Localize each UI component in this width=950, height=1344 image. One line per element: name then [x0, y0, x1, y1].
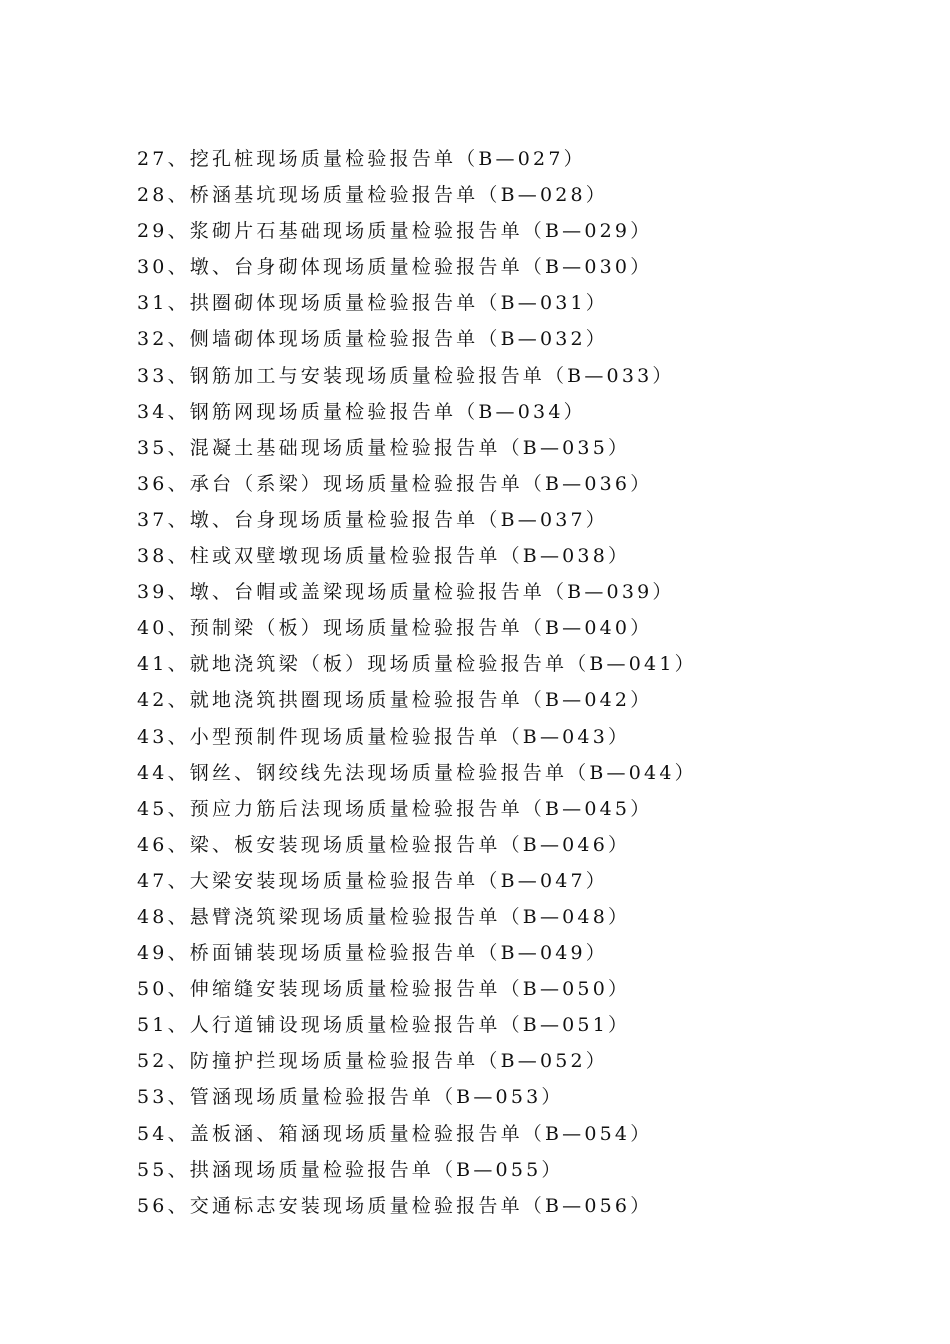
list-item: 49、桥面铺装现场质量检验报告单（B—049）: [137, 942, 609, 965]
list-item: 53、管涵现场质量检验报告单（B—053）: [137, 1086, 564, 1109]
list-item: 35、混凝土基础现场质量检验报告单（B—035）: [137, 436, 631, 459]
list-item: 55、拱涵现场质量检验报告单（B—055）: [137, 1158, 564, 1181]
list-item: 43、小型预制件现场质量检验报告单（B—043）: [137, 725, 631, 748]
list-item: 39、墩、台帽或盖梁现场质量检验报告单（B—039）: [137, 581, 675, 604]
list-item: 45、预应力筋后法现场质量检验报告单（B—045）: [137, 797, 653, 820]
list-item: 42、就地浇筑拱圈现场质量检验报告单（B—042）: [137, 689, 653, 712]
list-item: 32、侧墙砌体现场质量检验报告单（B—032）: [137, 328, 609, 351]
list-item: 31、拱圈砌体现场质量检验报告单（B—031）: [137, 292, 609, 315]
list-item: 41、就地浇筑梁（板）现场质量检验报告单（B—041）: [137, 653, 697, 676]
list-item: 50、伸缩缝安装现场质量检验报告单（B—050）: [137, 978, 631, 1001]
list-item: 40、预制梁（板）现场质量检验报告单（B—040）: [137, 617, 653, 640]
list-item: 47、大梁安装现场质量检验报告单（B—047）: [137, 869, 609, 892]
list-item: 54、盖板涵、箱涵现场质量检验报告单（B—054）: [137, 1122, 653, 1145]
list-item: 37、墩、台身现场质量检验报告单（B—037）: [137, 508, 609, 531]
list-item: 36、承台（系梁）现场质量检验报告单（B—036）: [137, 472, 653, 495]
list-item: 56、交通标志安装现场质量检验报告单（B—056）: [137, 1194, 653, 1217]
list-item: 30、墩、台身砌体现场质量检验报告单（B—030）: [137, 256, 653, 279]
list-item: 48、悬臂浇筑梁现场质量检验报告单（B—048）: [137, 905, 631, 928]
list-item: 27、挖孔桩现场质量检验报告单（B—027）: [137, 148, 586, 170]
list-item: 44、钢丝、钢绞线先法现场质量检验报告单（B—044）: [137, 761, 697, 784]
list-item: 33、钢筋加工与安装现场质量检验报告单（B—033）: [137, 364, 675, 387]
list-item: 51、人行道铺设现场质量检验报告单（B—051）: [137, 1014, 631, 1037]
list-item: 34、钢筋网现场质量检验报告单（B—034）: [137, 400, 586, 423]
list-item: 29、浆砌片石基础现场质量检验报告单（B—029）: [137, 220, 653, 243]
list-item: 46、梁、板安装现场质量检验报告单（B—046）: [137, 833, 631, 856]
list-item: 28、桥涵基坑现场质量检验报告单（B—028）: [137, 184, 609, 207]
list-item: 52、防撞护拦现场质量检验报告单（B—052）: [137, 1050, 609, 1073]
report-form-list: [137, 141, 697, 1224]
list-item: 38、柱或双壁墩现场质量检验报告单（B—038）: [137, 545, 631, 568]
